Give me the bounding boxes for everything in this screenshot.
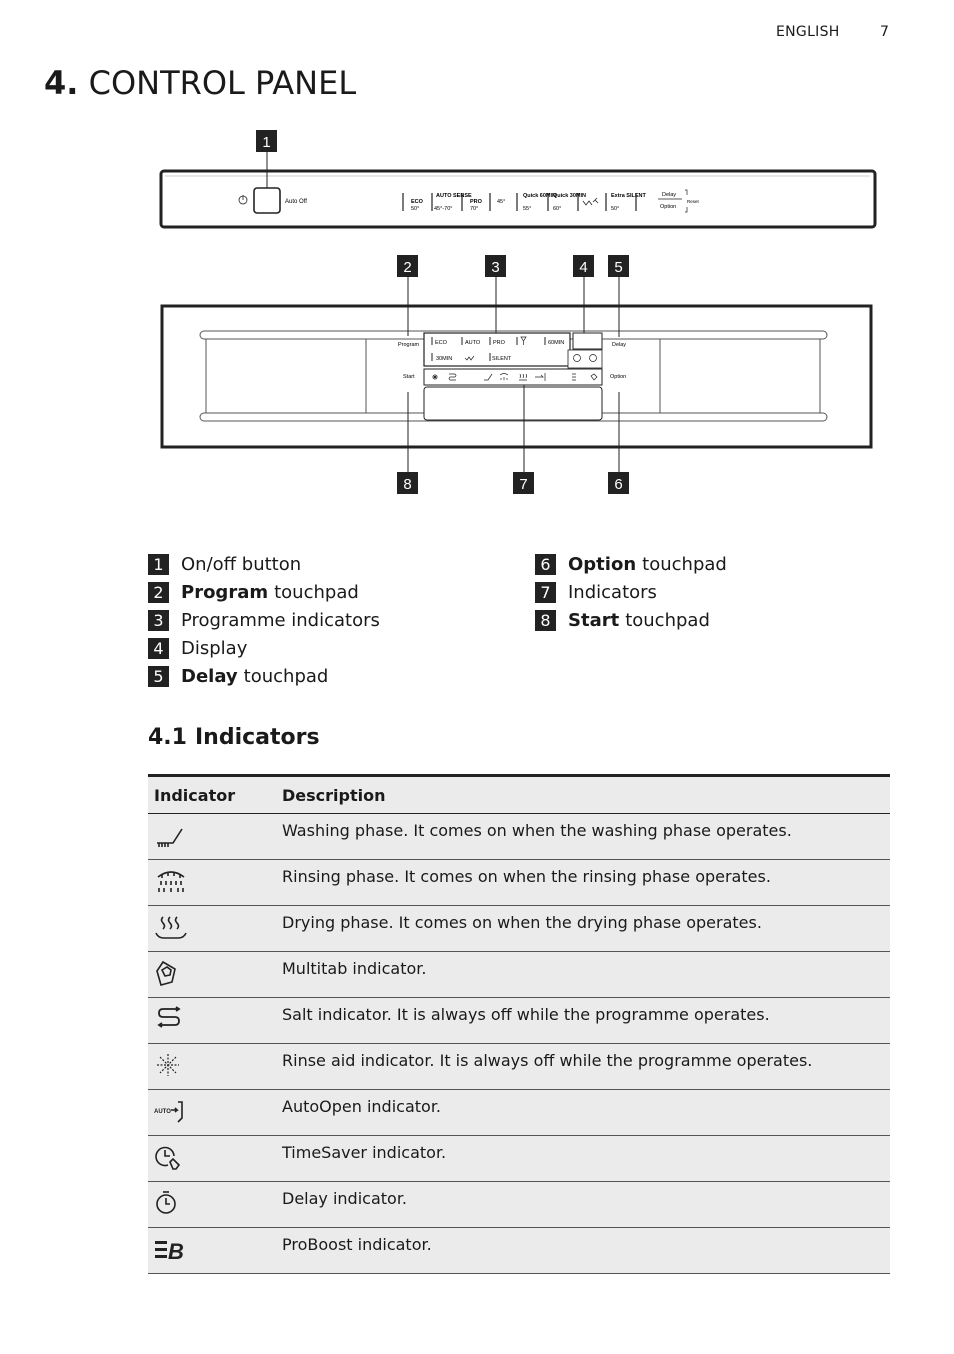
table-row [148, 906, 890, 952]
legend-item [148, 578, 380, 606]
front-panel [162, 306, 871, 447]
table-row [148, 1090, 890, 1136]
prog-temp-6: 50° [611, 206, 620, 212]
legend-number: 8 [535, 610, 556, 631]
ind-prog-5: SILENT [492, 356, 512, 362]
ind-prog-3: 60MIN [548, 340, 565, 346]
control-panel-figure [0, 0, 954, 520]
legend-bold-text: Delay [181, 665, 238, 687]
title-number: 4. [44, 64, 79, 102]
prog-label-6: Extra SILENT [611, 193, 646, 199]
prog-temp-0: 50° [411, 206, 420, 212]
section-title [148, 725, 320, 750]
delay-icon [154, 1189, 188, 1219]
legend-text: touchpad [625, 609, 710, 631]
row-description: Multitab indicator. [276, 952, 890, 998]
legend-text: Display [181, 637, 248, 659]
table-row [148, 998, 890, 1044]
option-touchpad[interactable]: Option [610, 374, 627, 380]
callout-7: 7 [519, 476, 528, 493]
legend-number: 7 [535, 582, 556, 603]
legend-item [535, 578, 727, 606]
table-row [148, 860, 890, 906]
prog-temp-1: 45°-70° [434, 206, 453, 212]
rinse-aid-icon [154, 1051, 188, 1081]
legend-number: 4 [148, 638, 169, 659]
legend-left [148, 550, 380, 690]
legend-text: On/off button [181, 553, 302, 575]
legend-number: 3 [148, 610, 169, 631]
autoopen-icon [154, 1097, 188, 1127]
proboost-icon [154, 1235, 194, 1265]
indicators-table [148, 774, 890, 1274]
legend-item [148, 550, 380, 578]
callout-5: 5 [614, 259, 623, 276]
prog-label-5: Quick 30MIN [553, 193, 587, 199]
legend-bold-text: Program [181, 581, 269, 603]
top-option-label: Option [660, 204, 677, 210]
row-description: Washing phase. It comes on when the washing phase operates. [276, 814, 890, 860]
header-language: ENGLISH [776, 24, 840, 40]
title-text: CONTROL PANEL [88, 64, 357, 102]
legend-text: touchpad [274, 581, 359, 603]
table-row [148, 1044, 890, 1090]
salt-icon [154, 1005, 188, 1035]
washing-phase-icon [154, 821, 188, 851]
prog-label-3: 45° [497, 199, 506, 205]
section-number: 4.1 [148, 725, 187, 750]
drying-phase-icon [154, 913, 188, 943]
top-panel [161, 171, 875, 227]
legend-text: Indicators [568, 581, 657, 603]
section-title-text: Indicators [194, 725, 320, 750]
display [573, 333, 602, 349]
on-off-button[interactable] [254, 188, 280, 213]
callout-3: 3 [491, 259, 500, 276]
legend-number: 2 [148, 582, 169, 603]
legend-item [148, 606, 380, 634]
svg-text:B: B [168, 1239, 184, 1264]
program-touchpad[interactable]: Program [398, 342, 420, 348]
legend-bold-text: Option [568, 553, 637, 575]
callout-2: 2 [403, 259, 412, 276]
table-header-row [148, 776, 890, 814]
timesaver-icon [154, 1143, 188, 1173]
table-row [148, 1136, 890, 1182]
prog-temp-2: 70° [470, 206, 479, 212]
row-description: Delay indicator. [276, 1182, 890, 1228]
multitab-icon [154, 959, 188, 989]
auto-off-label: Auto Off [285, 199, 307, 205]
start-touchpad[interactable]: Start [403, 374, 415, 380]
table-row [148, 952, 890, 998]
callout-8: 8 [403, 476, 412, 493]
row-description: Rinsing phase. It comes on when the rinsing phase operates. [276, 860, 890, 906]
table-row [148, 1228, 890, 1274]
ind-prog-4: 30MIN [436, 356, 453, 362]
prog-temp-4: 55° [523, 206, 532, 212]
row-description: Salt indicator. It is always off while the programme operates. [276, 998, 890, 1044]
prog-label-2: PRO [470, 199, 482, 205]
header-indicator: Indicator [148, 776, 276, 814]
row-description: Drying phase. It comes on when the drying phase operates. [276, 906, 890, 952]
prog-label-1: AUTO SENSE [436, 193, 472, 199]
ind-prog-2: PRO [493, 340, 505, 346]
delay-touchpad[interactable]: Delay [612, 342, 627, 348]
table-row [148, 814, 890, 860]
page-number: 7 [880, 24, 889, 40]
svg-text:AUTO: AUTO [154, 1109, 171, 1115]
callout-6: 6 [614, 476, 623, 493]
legend-item [148, 634, 380, 662]
prog-label-0: ECO [411, 199, 423, 205]
legend-item [148, 662, 380, 690]
callout-1: 1 [262, 134, 271, 151]
row-description: ProBoost indicator. [276, 1228, 890, 1274]
top-delay-label: Delay [662, 192, 677, 198]
legend-text: touchpad [642, 553, 727, 575]
ind-prog-1: AUTO [465, 340, 481, 346]
row-description: AutoOpen indicator. [276, 1090, 890, 1136]
legend-text: Programme indicators [181, 609, 380, 631]
prog-temp-5: 60° [553, 206, 562, 212]
row-description: Rinse aid indicator. It is always off while the programme operates. [276, 1044, 890, 1090]
callout-4: 4 [579, 259, 588, 276]
row-description: TimeSaver indicator. [276, 1136, 890, 1182]
legend-item [535, 550, 727, 578]
ind-prog-0: ECO [435, 340, 447, 346]
legend-number: 6 [535, 554, 556, 575]
top-reset-label: Reset [687, 199, 699, 204]
legend-item [535, 606, 727, 634]
rinsing-phase-icon [154, 867, 188, 897]
header-description: Description [276, 776, 890, 814]
prog-label-4: Quick 60MIN [523, 193, 557, 199]
legend-number: 5 [148, 666, 169, 687]
legend-right [535, 550, 727, 634]
table-row [148, 1182, 890, 1228]
legend-bold-text: Start [568, 609, 620, 631]
legend-text: touchpad [243, 665, 329, 687]
legend-number: 1 [148, 554, 169, 575]
